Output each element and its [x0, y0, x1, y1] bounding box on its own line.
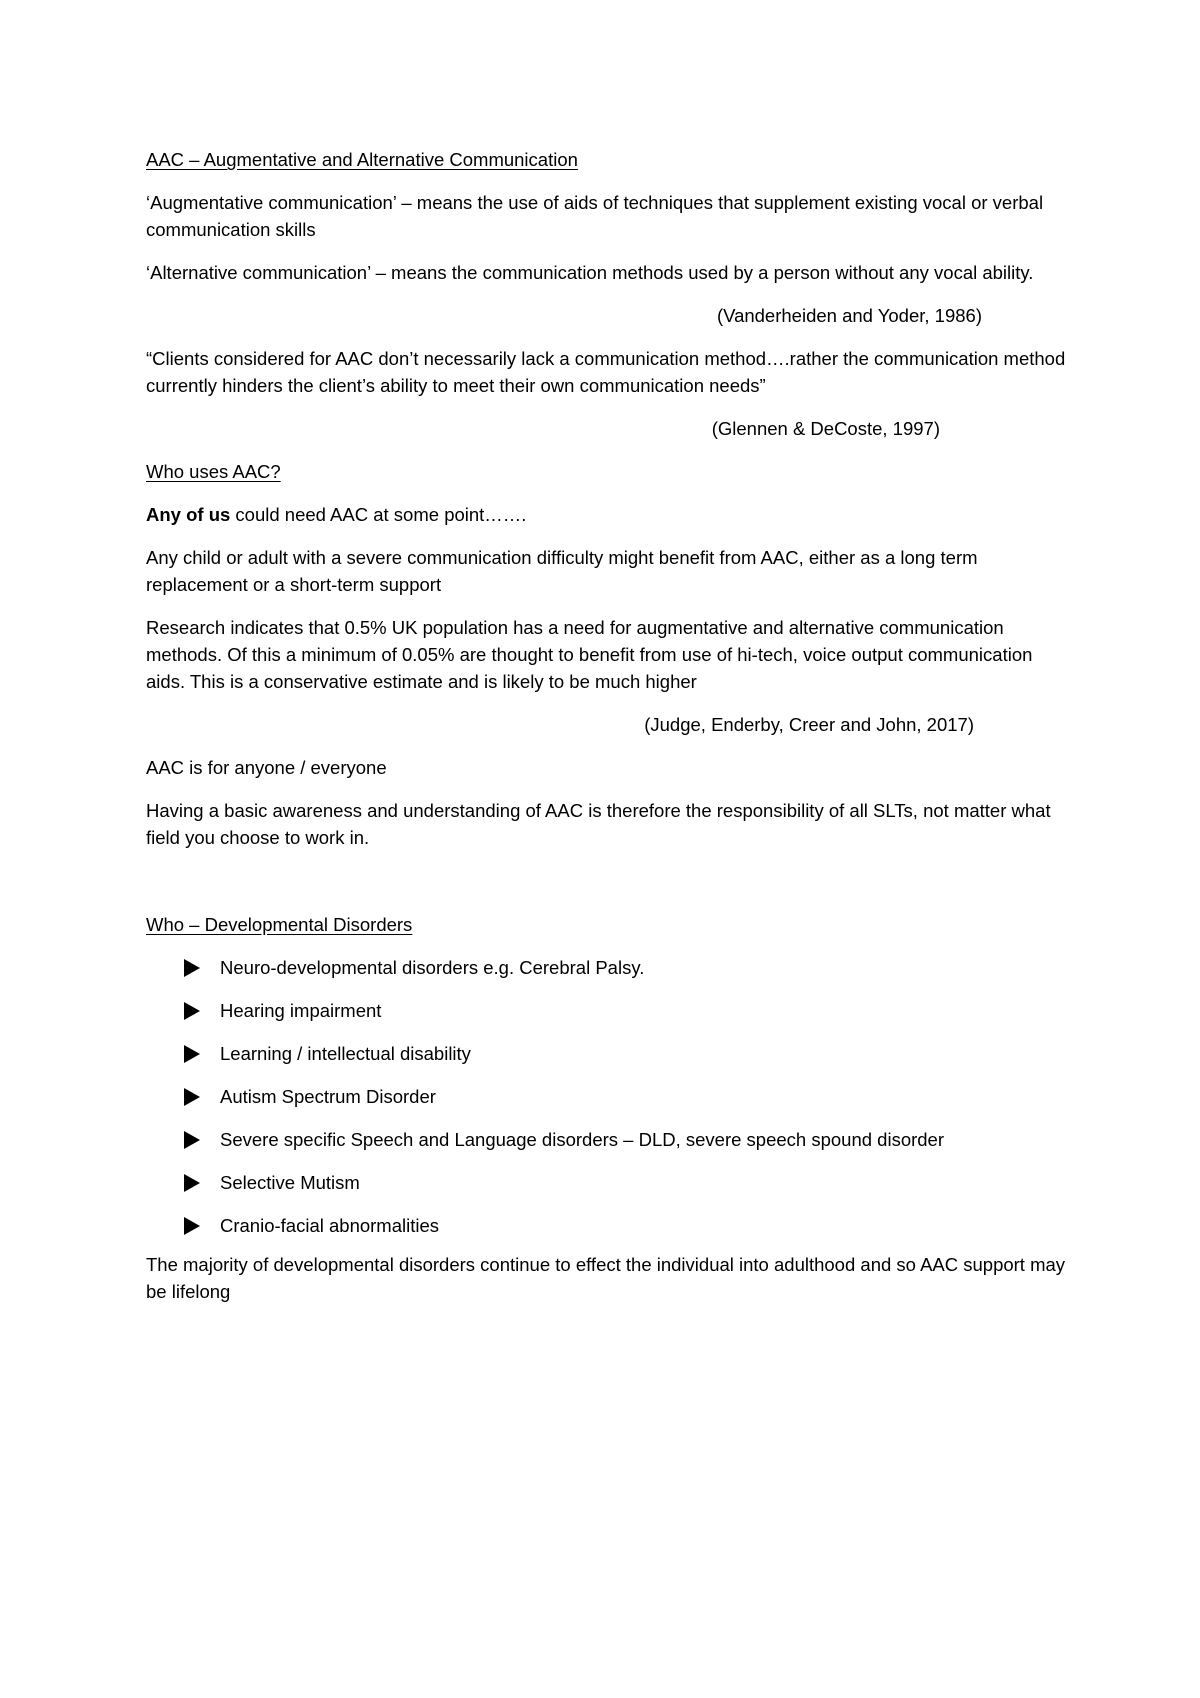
quote-glennen: “Clients considered for AAC don’t necessarily lack a communication method….rather the communication method currently hinders the client’s ability to meet their own communication needs”	[146, 348, 1066, 396]
arrow-bullet-icon	[184, 1045, 200, 1063]
list-item-text: Neuro-developmental disorders e.g. Cerebral Palsy.	[220, 957, 645, 978]
section-gap	[146, 867, 1066, 911]
research-paragraph: Research indicates that 0.5% UK population has a need for augmentative and alternative communication methods. Of this a minimum of 0.05% are thought to benefit from use of hi-tech, voice output communication aids. This is a conservative estimate and is likely to be much higher	[146, 617, 1033, 692]
document-body	[146, 146, 1066, 1321]
any-of-us-bold: Any of us	[146, 504, 231, 525]
arrow-bullet-icon	[184, 1217, 200, 1235]
arrow-bullet-icon	[184, 1174, 200, 1192]
list-item-text: Selective Mutism	[220, 1172, 360, 1193]
developmental-disorders-heading: Who – Developmental Disorders	[146, 914, 413, 935]
list-item	[146, 954, 1066, 981]
citation-judge: (Judge, Enderby, Creer and John, 2017)	[644, 714, 974, 735]
list-item	[146, 1040, 1066, 1067]
majority-paragraph: The majority of developmental disorders continue to effect the individual into adulthood and so AAC support may be lifelong	[146, 1254, 1066, 1302]
citation-vanderheiden: (Vanderheiden and Yoder, 1986)	[716, 305, 982, 326]
list-item-text: Severe specific Speech and Language disorders – DLD, severe speech spound disorder	[220, 1129, 945, 1150]
anyone-line: AAC is for anyone / everyone	[146, 757, 387, 778]
list-item	[146, 1212, 1066, 1239]
list-item-text: Learning / intellectual disability	[220, 1043, 471, 1064]
arrow-bullet-icon	[184, 959, 200, 977]
any-of-us-rest: could need AAC at some point…….	[230, 504, 527, 525]
list-item	[146, 1083, 1066, 1110]
awareness-paragraph: Having a basic awareness and understanding of AAC is therefore the responsibility of all SLTs, not matter what field you choose to work in.	[146, 800, 1051, 848]
list-item	[146, 1126, 1066, 1153]
any-of-us-line	[146, 501, 1066, 528]
page-title: AAC – Augmentative and Alternative Communication	[146, 149, 578, 170]
list-item-text: Cranio-facial abnormalities	[220, 1215, 440, 1236]
list-item	[146, 997, 1066, 1024]
list-item-text: Hearing impairment	[220, 1000, 382, 1021]
arrow-bullet-icon	[184, 1131, 200, 1149]
augmentative-definition: ‘Augmentative communication’ – means the use of aids of techniques that supplement existing vocal or verbal communication skills	[146, 192, 1044, 240]
child-adult-paragraph: Any child or adult with a severe communication difficulty might benefit from AAC, either as a long term replacement or a short-term support	[146, 547, 978, 595]
arrow-bullet-icon	[184, 1088, 200, 1106]
arrow-bullet-icon	[184, 1002, 200, 1020]
citation-glennen: (Glennen & DeCoste, 1997)	[711, 418, 940, 439]
list-item-text: Autism Spectrum Disorder	[220, 1086, 436, 1107]
list-item	[146, 1169, 1066, 1196]
who-uses-aac-heading: Who uses AAC?	[146, 461, 281, 482]
disorders-list	[146, 954, 1066, 1239]
alternative-definition: ‘Alternative communication’ – means the communication methods used by a person without any vocal ability.	[146, 262, 1034, 283]
